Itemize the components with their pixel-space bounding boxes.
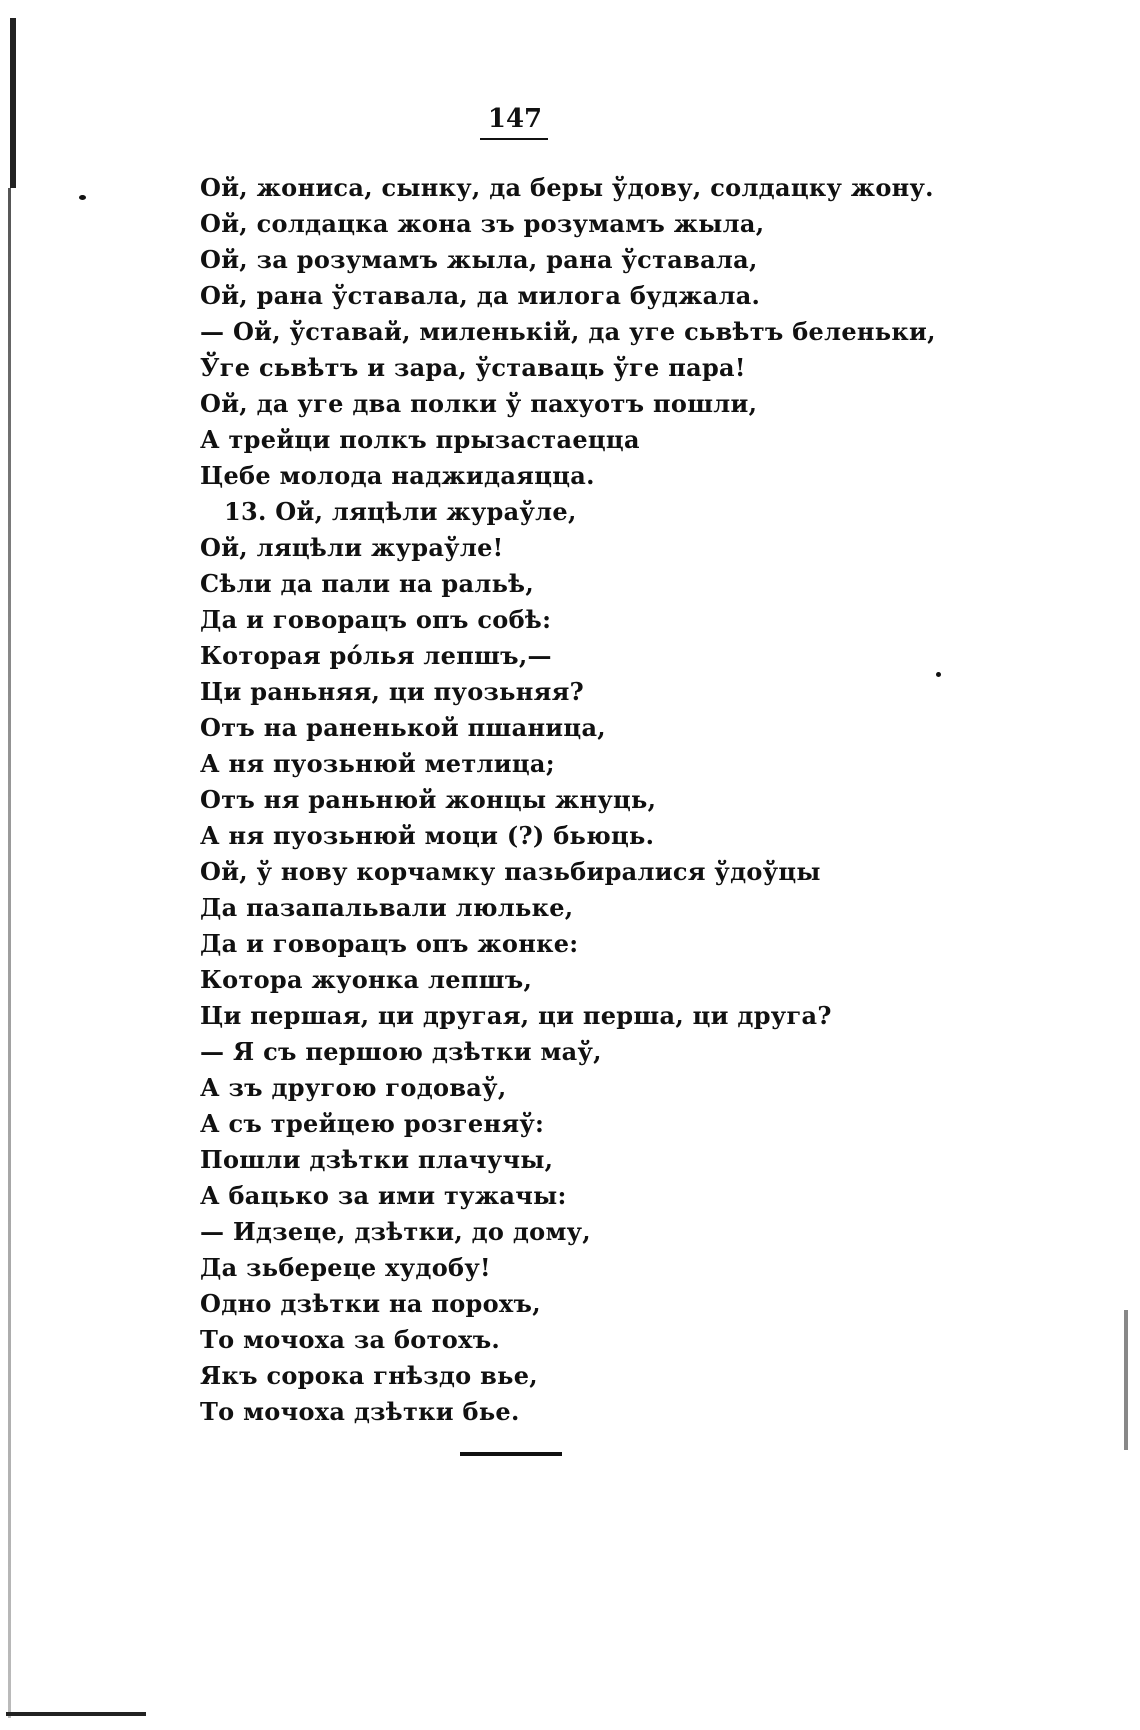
poem-line: Ой, солдацка жона зъ розумамъ жыла, [200, 209, 765, 238]
poem-line: — Ой, ўставай, миленькій, да уге сьвѣтъ беленьки, [200, 317, 936, 346]
poem-line: А ня пуозьнюй метлица; [200, 749, 555, 778]
scan-edge-right [1124, 1310, 1128, 1450]
poem-line: Цебе молода наджидаяцца. [200, 461, 595, 490]
poem-line: Ой, за розумамъ жыла, рана ўставала, [200, 245, 758, 274]
poem-line: А зъ другою годоваў, [200, 1073, 507, 1102]
scan-edge-left-line [8, 188, 11, 1718]
poem-line: Ой, рана ўставала, да милога буджала. [200, 281, 761, 310]
poem-line: Да пазапальвали люльке, [200, 893, 574, 922]
poem-line: Якъ сорока гнѣздо вье, [200, 1361, 538, 1390]
poem-line: Одно дзѣтки на порохъ, [200, 1289, 541, 1318]
poem-line: Пошли дзѣтки плачучы, [200, 1145, 554, 1174]
poem-line: Ўге сьвѣтъ и зара, ўставаць ўге пара! [200, 353, 746, 382]
poem-section-start: 13. Ой, ляцѣли жураўле, [224, 497, 577, 526]
poem-line: — Идзеце, дзѣтки, до дому, [200, 1217, 591, 1246]
page-number-underline [480, 138, 548, 140]
poem-line: Да зьбереце худобу! [200, 1253, 491, 1282]
poem-line: А бацько за ими тужачы: [200, 1181, 567, 1210]
poem-line: Ой, ў нову корчамку пазьбиралися ўдоўцы [200, 857, 821, 886]
poem-line: То мочоха дзѣтки бье. [200, 1397, 520, 1426]
poem-line: Отъ на раненькой пшаница, [200, 713, 606, 742]
poem-line: Которая рóлья лепшъ,— [200, 641, 552, 670]
poem-line: Сѣли да пали на ральѣ, [200, 569, 534, 598]
page-number: 147 [487, 104, 543, 134]
scan-speck [79, 195, 86, 200]
poem-line: Ой, да уге два полки ў пахуотъ пошли, [200, 389, 758, 418]
scan-speck [936, 672, 941, 677]
poem-line: То мочоха за ботохъ. [200, 1325, 501, 1354]
poem-line: А трейци полкъ прызастаецца [200, 425, 640, 454]
poem-line: А съ трейцею розгеняў: [200, 1109, 545, 1138]
poem-line: Ой, ляцѣли жураўле! [200, 533, 504, 562]
poem-line: Да и говорацъ опъ жонке: [200, 929, 579, 958]
poem-line: Ой, жониса, сынку, да беры ўдову, солдацку жону. [200, 173, 934, 202]
poem-line: Котора жуонка лепшъ, [200, 965, 533, 994]
poem-line: Ци раньняя, ци пуозьняя? [200, 677, 584, 706]
poem-line: А ня пуозьнюй моци (?) бьюць. [200, 821, 655, 850]
scan-edge-bottom [6, 1712, 146, 1716]
poem-line: Отъ ня раньнюй жонцы жнуць, [200, 785, 657, 814]
poem-line: — Я съ першою дзѣтки маў, [200, 1037, 602, 1066]
poem-line: Ци першая, ци другая, ци перша, ци друга? [200, 1001, 832, 1030]
poem-text [200, 170, 936, 1430]
poem-line: Да и говорацъ опъ собѣ: [200, 605, 552, 634]
section-end-rule [460, 1452, 562, 1456]
scan-edge-left [10, 18, 16, 188]
